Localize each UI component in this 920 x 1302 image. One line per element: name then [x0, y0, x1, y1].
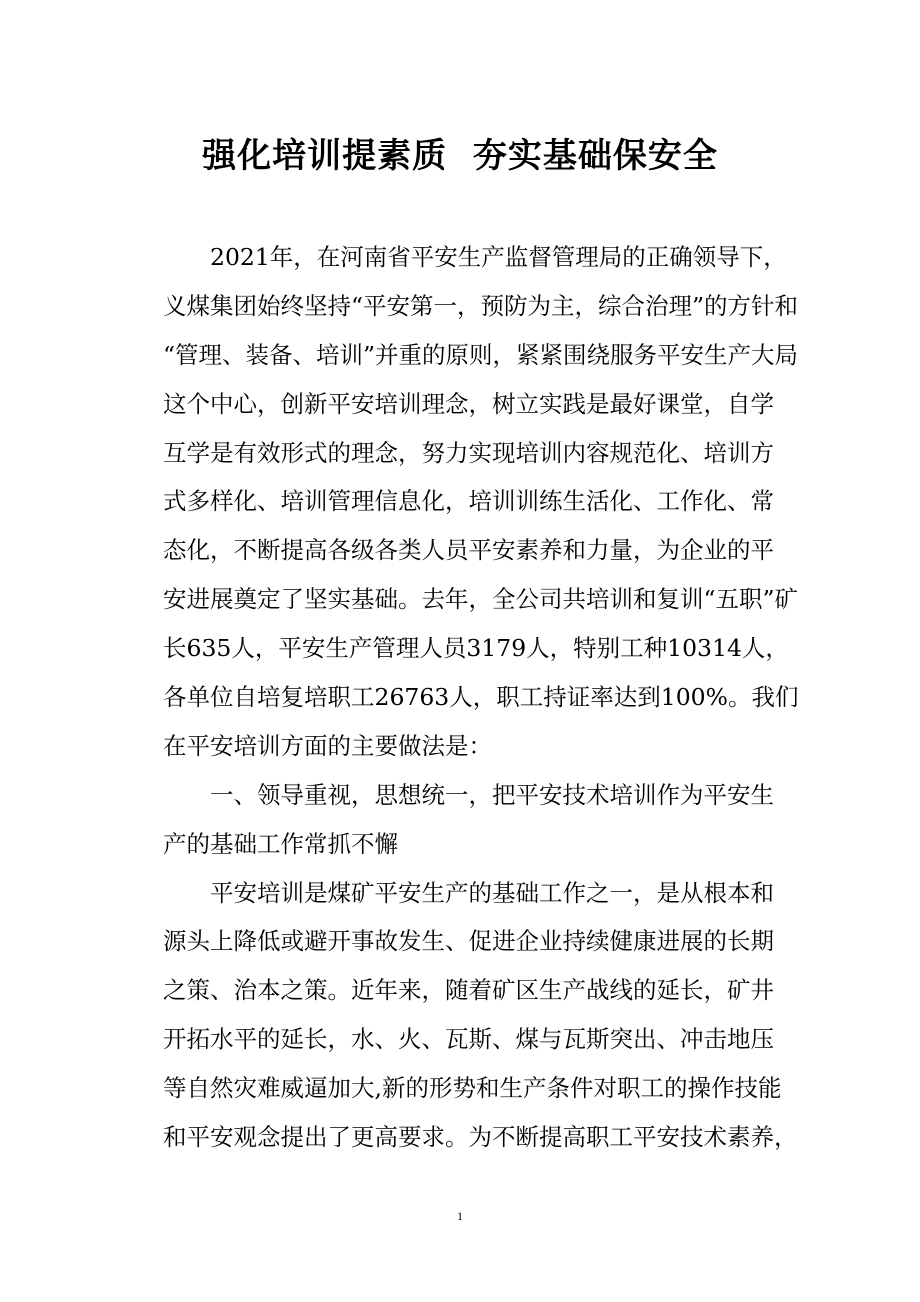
text-line: 之策、治本之策。近年来，随着矿区生产战线的延长，矿井 — [163, 976, 774, 1005]
text-line: 各单位自培复培职工26763人，职工持证率达到100%。我们 — [163, 683, 799, 712]
text-line: 在平安培训方面的主要做法是： — [163, 731, 492, 760]
text-line: 开拓水平的延长，水、火、瓦斯、煤与瓦斯突出、冲击地压 — [163, 1025, 774, 1054]
text-line: 这个中心，创新平安培训理念，树立实践是最好课堂，自学 — [163, 389, 774, 418]
text-line: 长635人，平安生产管理人员3179人，特别工种10314人， — [163, 634, 789, 663]
document-title: 强化培训提素质 夯实基础保安全 — [202, 136, 718, 176]
section-heading-line: 一、领导重视，思想统一，把平安技术培训作为平安生 — [210, 780, 774, 809]
text-line: 平安培训是煤矿平安生产的基础工作之一，是从根本和 — [210, 878, 774, 907]
text-line: 2021年，在河南省平安生产监督管理局的正确领导下， — [210, 243, 787, 271]
text-line: 和平安观念提出了更高要求。为不断提高职工平安技术素养， — [163, 1123, 798, 1152]
text-line: “管理、装备、培训”并重的原则，紧紧围绕服务平安生产大局 — [163, 340, 799, 369]
text-line: 式多样化、培训管理信息化，培训训练生活化、工作化、常 — [163, 487, 774, 516]
text-line: 义煤集团始终坚持“平安第一，预防为主，综合治理”的方针和 — [163, 291, 799, 320]
document-body — [163, 233, 799, 1162]
text-line: 态化，不断提高各级各类人员平安素养和力量，为企业的平 — [163, 536, 774, 565]
text-line: 互学是有效形式的理念，努力实现培训内容规范化、培训方 — [163, 438, 774, 467]
section-heading-line: 产的基础工作常抓不懈 — [163, 829, 398, 858]
page-number: 1 — [457, 1209, 463, 1223]
text-line: 等自然灾难威逼加大,新的形势和生产条件对职工的操作技能 — [163, 1074, 782, 1103]
text-line: 安进展奠定了坚实基础。去年，全公司共培训和复训“五职”矿 — [163, 585, 799, 614]
text-line: 源头上降低或避开事故发生、促进企业持续健康进展的长期 — [163, 927, 774, 956]
